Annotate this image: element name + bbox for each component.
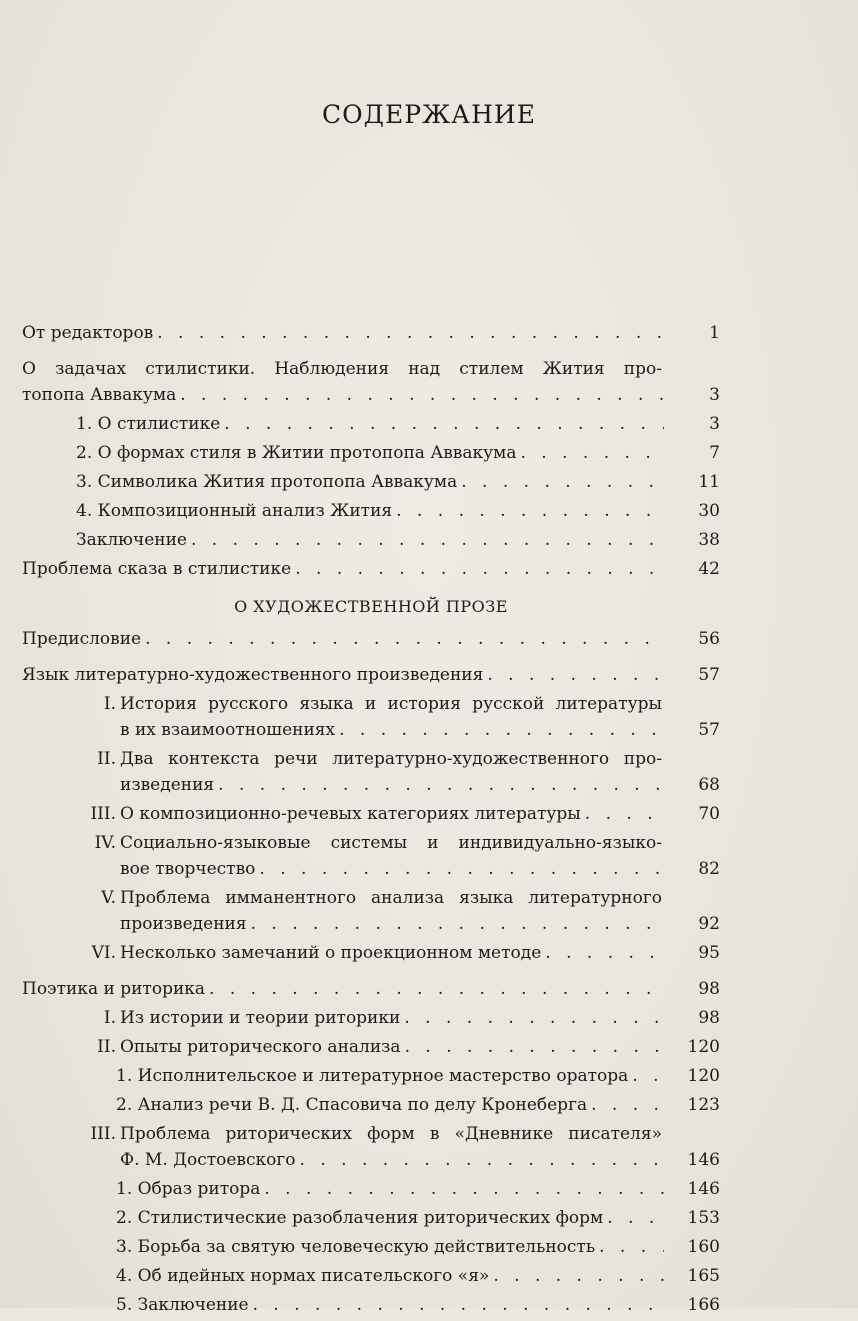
- toc-page-number: 146: [687, 1150, 720, 1170]
- toc-entry-title: Социально-языковые системы и индивидуально-языко-: [120, 833, 662, 853]
- toc-entry-title: Язык литературно-художественного произведения: [22, 665, 484, 685]
- toc-page-number: 57: [698, 720, 720, 740]
- leader-dots: [405, 1034, 664, 1060]
- toc-entry-title: 5. Заключение: [116, 1295, 249, 1315]
- toc-entry: [116, 1234, 720, 1260]
- leader-dots: [461, 469, 664, 495]
- toc-page-number: 153: [687, 1208, 720, 1228]
- toc-entry-title: О задачах стилистики. Наблюдения над стилем Жития про-: [22, 359, 662, 379]
- toc-page-number: 165: [687, 1266, 720, 1286]
- toc-entry: [22, 1121, 720, 1173]
- toc-page-number: 3: [709, 414, 720, 434]
- toc-entry-title-cont: топопа Аввакума: [22, 385, 177, 405]
- toc-page-number: 1: [709, 323, 720, 343]
- toc-entry: [116, 1292, 720, 1318]
- toc-entry: [116, 1092, 720, 1118]
- toc-entry-title: 2. Анализ речи В. Д. Спасовича по делу Кронеберга: [116, 1095, 588, 1115]
- toc-entry-title: Из истории и теории риторики: [120, 1008, 401, 1028]
- toc-entry-title: 1. Исполнительское и литературное мастерство оратора: [116, 1066, 629, 1086]
- toc-entry-title: 3. Борьба за святую человеческую действительность: [116, 1237, 596, 1257]
- leader-dots: [487, 662, 664, 688]
- toc-entry: [22, 830, 720, 882]
- roman-numeral: II.: [97, 749, 116, 769]
- toc-entry-title: 1. Образ ритора: [116, 1179, 261, 1199]
- toc-page-number: 98: [698, 1008, 720, 1028]
- roman-numeral: I.: [103, 694, 116, 714]
- toc-entry: [22, 746, 720, 798]
- leader-dots: [520, 440, 664, 466]
- toc-entry: [116, 1063, 720, 1089]
- toc-entry: [116, 1176, 720, 1202]
- toc-entry-title: 3. Символика Жития протопопа Аввакума: [76, 472, 458, 492]
- toc-page-number: 3: [709, 385, 720, 405]
- toc-page-number: 30: [698, 501, 720, 521]
- toc-entry-title: 1. О стилистике: [76, 414, 221, 434]
- toc-entry: [116, 1263, 720, 1289]
- toc-entry: [22, 940, 720, 966]
- leader-dots: [599, 1234, 664, 1260]
- section-heading: О ХУДОЖЕСТВЕННОЙ ПРОЗЕ: [234, 597, 508, 616]
- toc-page-number: 120: [687, 1066, 720, 1086]
- toc-entry-title: Проблема сказа в стилистике: [22, 559, 292, 579]
- leader-dots: [191, 527, 664, 553]
- toc-entry-title: Два контекста речи литературно-художественного про-: [120, 749, 662, 769]
- leader-dots: [218, 772, 664, 798]
- leader-dots: [585, 801, 664, 827]
- leader-dots: [396, 498, 664, 524]
- roman-numeral: IV.: [94, 833, 116, 853]
- leader-dots: [157, 320, 664, 346]
- toc-page-number: 160: [687, 1237, 720, 1257]
- toc-entry: [22, 691, 720, 743]
- leader-dots: [632, 1063, 664, 1089]
- toc-page-number: 7: [709, 443, 720, 463]
- toc-page-number: 56: [698, 629, 720, 649]
- roman-numeral: III.: [90, 1124, 116, 1144]
- toc-entry-title: Предисловие: [22, 629, 142, 649]
- toc-page-number: 11: [698, 472, 720, 492]
- toc-entry-title: История русского языка и история русской литературы: [120, 694, 662, 714]
- toc-entry: [22, 356, 720, 408]
- toc-entry-title-cont: в их взаимоотношениях: [120, 720, 336, 740]
- toc-page-number: 70: [698, 804, 720, 824]
- leader-dots: [591, 1092, 664, 1118]
- toc-page-number: 68: [698, 775, 720, 795]
- leader-dots: [145, 626, 664, 652]
- toc-entry: [22, 976, 720, 1002]
- toc-entry-title: От редакторов: [22, 323, 154, 343]
- toc-entry: [22, 801, 720, 827]
- toc-entry: [22, 320, 720, 346]
- toc-entry: [76, 498, 720, 524]
- toc-entry: [76, 469, 720, 495]
- leader-dots: [251, 911, 664, 937]
- leader-dots: [259, 856, 664, 882]
- toc-entry: [22, 662, 720, 688]
- leader-dots: [607, 1205, 664, 1231]
- toc-entry: [22, 1005, 720, 1031]
- roman-numeral: I.: [103, 1008, 116, 1028]
- toc-entry: [22, 626, 720, 652]
- leader-dots: [253, 1292, 664, 1318]
- toc-entry-title: Несколько замечаний о проекционном методе: [120, 943, 542, 963]
- toc-entry-title: 4. Композиционный анализ Жития: [76, 501, 393, 521]
- toc-page-number: 92: [698, 914, 720, 934]
- roman-numeral: II.: [97, 1037, 116, 1057]
- toc-page-number: 146: [687, 1179, 720, 1199]
- toc-entry-title: О композиционно-речевых категориях литературы: [120, 804, 581, 824]
- page-title: СОДЕРЖАНИЕ: [322, 100, 536, 129]
- leader-dots: [224, 411, 664, 437]
- toc-entry-title: Поэтика и риторика: [22, 979, 206, 999]
- toc-page-number: 57: [698, 665, 720, 685]
- toc-page-number: 42: [698, 559, 720, 579]
- toc-entry-title-cont: вое творчество: [120, 859, 256, 879]
- toc-entry: [22, 1034, 720, 1060]
- toc-page-number: 123: [687, 1095, 720, 1115]
- toc-entry-title-cont: произведения: [120, 914, 247, 934]
- leader-dots: [209, 976, 664, 1002]
- toc-entry-title: 4. Об идейных нормах писательского «я»: [116, 1266, 490, 1286]
- toc-entry-title-cont: Ф. М. Достоевского: [120, 1150, 296, 1170]
- toc-entry-title: 2. О формах стиля в Житии протопопа Аввакума: [76, 443, 517, 463]
- toc-entry: [76, 440, 720, 466]
- toc-entry-title: Проблема риторических форм в «Дневнике писателя»: [120, 1124, 662, 1144]
- toc-entry-title: Опыты риторического анализа: [120, 1037, 401, 1057]
- toc-page-number: 120: [687, 1037, 720, 1057]
- table-of-contents: [22, 320, 720, 1321]
- toc-entry-title: Заключение: [76, 530, 187, 550]
- leader-dots: [404, 1005, 664, 1031]
- toc-entry: [76, 527, 720, 553]
- leader-dots: [545, 940, 664, 966]
- roman-numeral: III.: [90, 804, 116, 824]
- toc-page-number: 82: [698, 859, 720, 879]
- toc-entry: [22, 556, 720, 582]
- toc-entry-title: 2. Стилистические разоблачения риторических форм: [116, 1208, 604, 1228]
- leader-dots: [295, 556, 664, 582]
- leader-dots: [300, 1147, 664, 1173]
- toc-page-number: 98: [698, 979, 720, 999]
- leader-dots: [264, 1176, 664, 1202]
- leader-dots: [493, 1263, 664, 1289]
- toc-entry: [22, 885, 720, 937]
- toc-entry-title-cont: изведения: [120, 775, 215, 795]
- toc-page-number: 95: [698, 943, 720, 963]
- toc-entry: [76, 411, 720, 437]
- toc-page-number: 38: [698, 530, 720, 550]
- leader-dots: [180, 382, 664, 408]
- toc-entry-title: Проблема имманентного анализа языка литературного: [120, 888, 662, 908]
- toc-page-number: 166: [687, 1295, 720, 1315]
- leader-dots: [339, 717, 664, 743]
- roman-numeral: VI.: [91, 943, 116, 963]
- roman-numeral: V.: [101, 888, 116, 908]
- toc-entry: [116, 1205, 720, 1231]
